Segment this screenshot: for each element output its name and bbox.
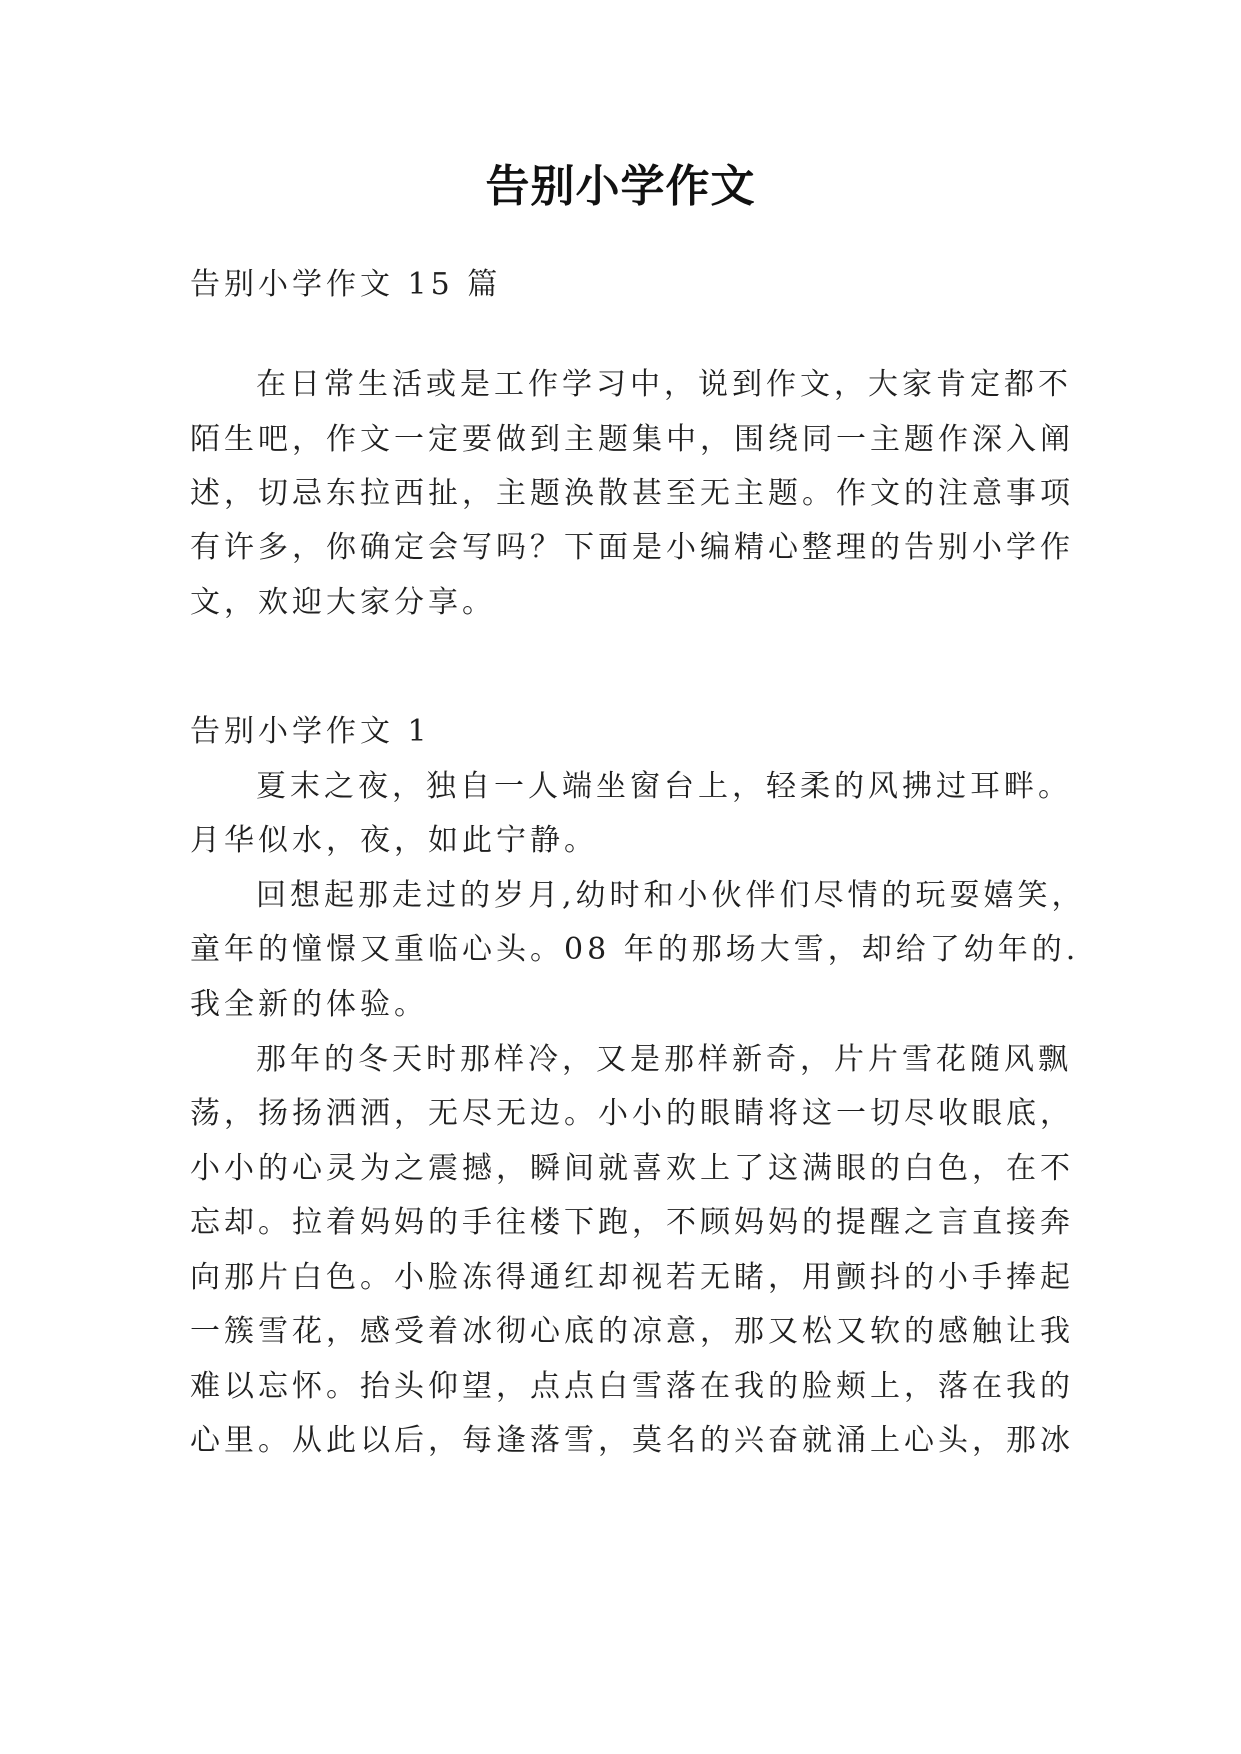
paragraph-line: 一簇雪花，感受着冰彻心底的凉意，那又松又软的感触让我 [190, 1314, 1074, 1349]
intro-line: 在日常生活或是工作学习中，说到作文，大家肯定都不 [256, 367, 1072, 402]
intro-line: 文，欢迎大家分享。 [190, 585, 496, 620]
paragraph-line: 向那片白色。小脸冻得通红却视若无睹，用颤抖的小手捧起 [190, 1260, 1074, 1295]
intro-line: 述，切忌东拉西扯，主题涣散甚至无主题。作文的注意事项 [190, 476, 1074, 511]
paragraph-line: 夏末之夜，独自一人端坐窗台上，轻柔的风拂过耳畔。 [256, 769, 1072, 804]
intro-line: 有许多，你确定会写吗？下面是小编精心整理的告别小学作 [190, 530, 1074, 565]
paragraph-line: 回想起那走过的岁月,幼时和小伙伴们尽情的玩耍嬉笑， [256, 878, 1086, 913]
paragraph-line: 童年的憧憬又重临心头。08 年的那场大雪，却给了幼年的. [190, 932, 1080, 967]
paragraph-line: 荡，扬扬洒洒，无尽无边。小小的眼睛将这一切尽收眼底， [190, 1096, 1074, 1131]
paragraph-line: 我全新的体验。 [190, 987, 428, 1022]
paragraph-line: 心里。从此以后，每逢落雪，莫名的兴奋就涌上心头，那冰 [190, 1423, 1074, 1458]
document-subtitle: 告别小学作文 15 篇 [190, 267, 502, 302]
intro-line: 陌生吧，作文一定要做到主题集中，围绕同一主题作深入阐 [190, 422, 1074, 457]
paragraph-line: 月华似水，夜，如此宁静。 [190, 823, 598, 858]
section-heading: 告别小学作文 1 [190, 714, 431, 749]
paragraph-line: 忘却。拉着妈妈的手往楼下跑，不顾妈妈的提醒之言直接奔 [190, 1205, 1074, 1240]
paragraph-line: 那年的冬天时那样冷，又是那样新奇，片片雪花随风飘 [256, 1042, 1072, 1077]
document-title: 告别小学作文 [485, 161, 756, 212]
paragraph-line: 难以忘怀。抬头仰望，点点白雪落在我的脸颊上，落在我的 [190, 1369, 1074, 1404]
paragraph-line: 小小的心灵为之震撼，瞬间就喜欢上了这满眼的白色，在不 [190, 1151, 1074, 1186]
